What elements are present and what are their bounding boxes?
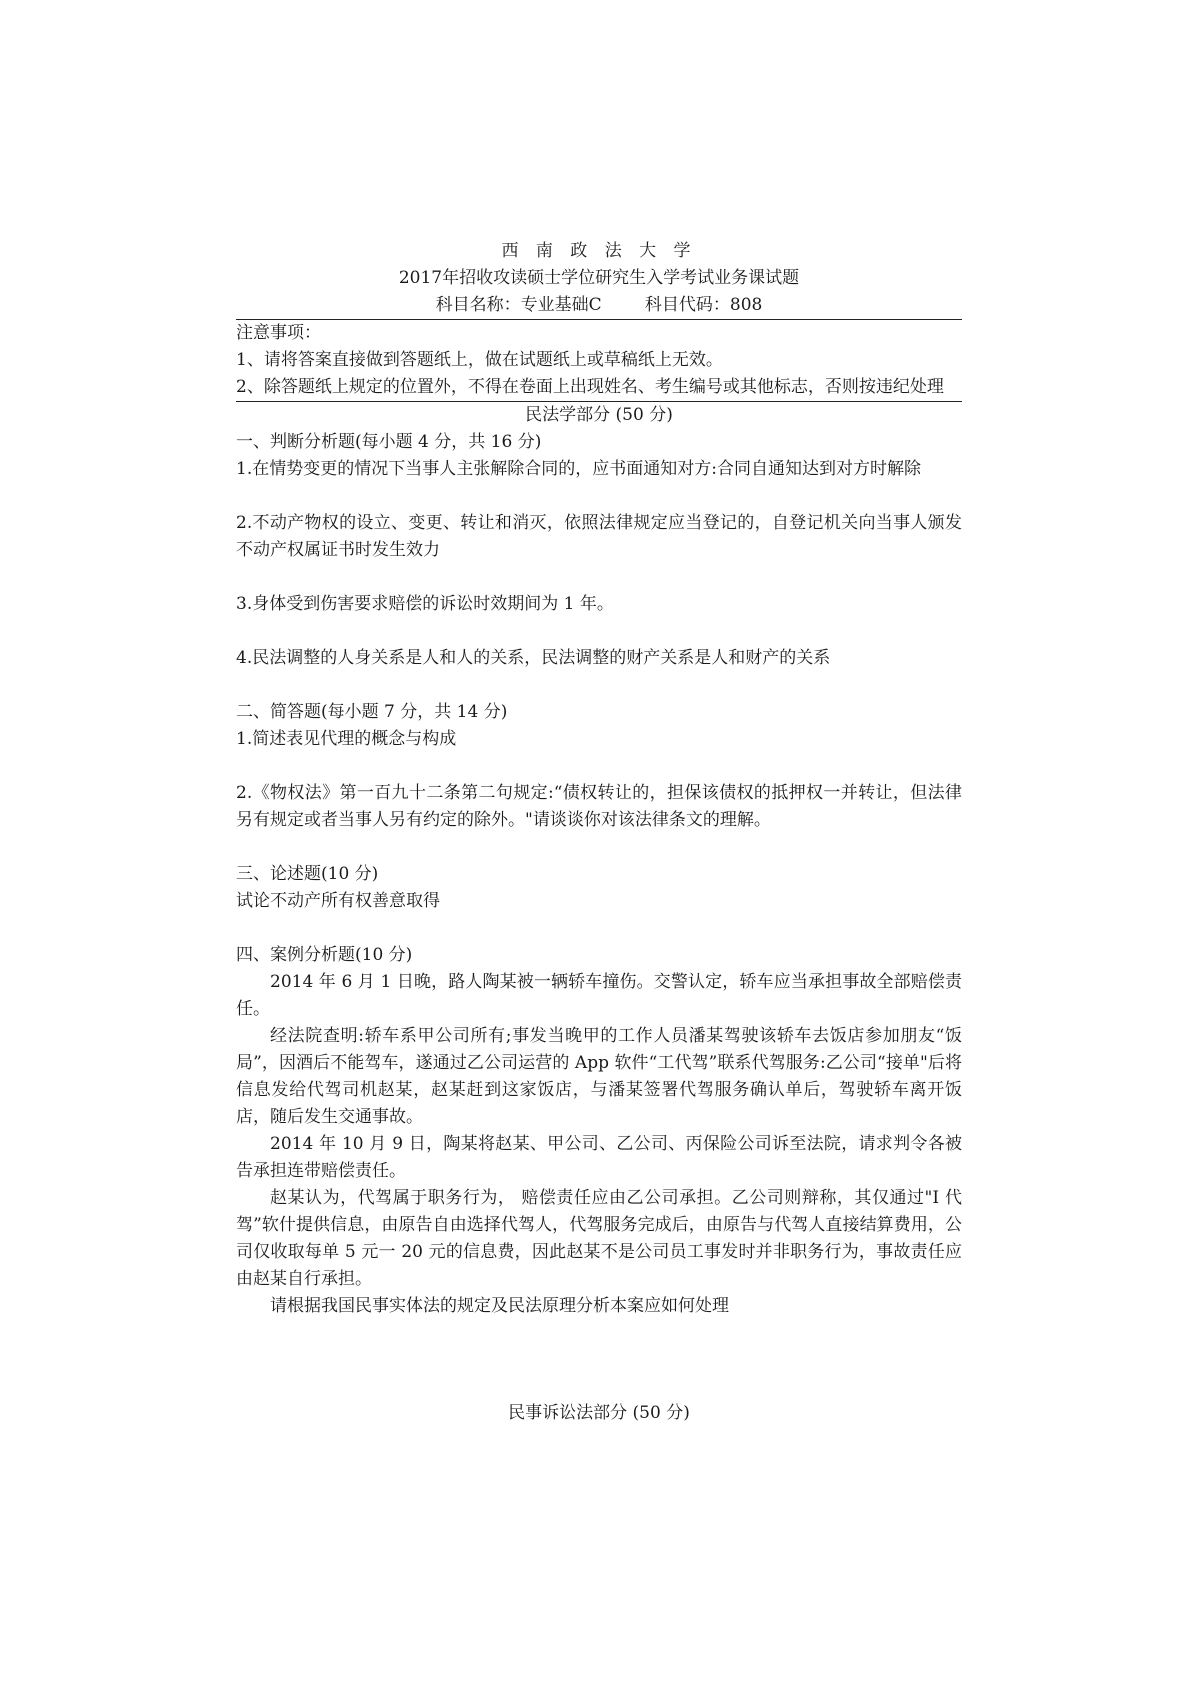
- case-paragraph-2: 经法院查明:轿车系甲公司所有;事发当晚甲的工作人员潘某驾驶该轿车去饭店参加朋友“饭局”，因酒后不能驾车，遂通过乙公司运营的 App 软件“工代驾”联系代驾服务:乙公司“接单"后将信息发给代驾司机赵某，赵某赶到这家饭店，与潘某签署代驾服务确认单后，驾驶轿车离开饭店，随后发生交通事故。: [236, 1026, 962, 1127]
- university-name: 西 南 政 法 大 学: [501, 241, 697, 261]
- part1-question-1: 1.在情势变更的情况下当事人主张解除合同的，应书面通知对方:合同自通知达到对方时解除: [236, 459, 921, 479]
- part3-heading: 三、论述题(10 分): [236, 864, 379, 884]
- part-essay: [236, 861, 962, 942]
- notice-block: [236, 320, 962, 401]
- part1-question-3: 3.身体受到伤害要求赔偿的诉讼时效期间为 1 年。: [236, 594, 614, 614]
- case-question: 请根据我国民事实体法的规定及民法原理分析本案应如何处理: [270, 1296, 729, 1316]
- part2-heading: 二、简答题(每小题 7 分，共 14 分): [236, 702, 508, 722]
- part4-heading: 四、案例分析题(10 分): [236, 945, 413, 965]
- civil-procedure-section-title: 民事诉讼法部分 (50 分): [508, 1403, 690, 1423]
- notice-heading: 注意事项：: [236, 323, 321, 343]
- part3-question-1: 试论不动产所有权善意取得: [236, 891, 440, 911]
- civil-law-section-title: 民法学部分 (50 分): [525, 405, 673, 425]
- notice-item-2: 2、除答题纸上规定的位置外，不得在卷面上出现姓名、考生编号或其他标志，否则按违纪处理: [236, 377, 944, 397]
- part-short-answer: [236, 699, 962, 861]
- part2-question-2: 2.《物权法》第一百九十二条第二句规定:“债权转让的，担保该债权的抵押权一并转让，但法律另有规定或者当事人另有约定的除外。"请谈谈你对该法律条文的理解。: [236, 783, 962, 830]
- subject-line: 科目名称：专业基础C 科目代码：808: [435, 295, 763, 315]
- case-paragraph-3: 2014 年 10 月 9 日，陶某将赵某、甲公司、乙公司、丙保险公司诉至法院，请求判令各被告承担连带赔偿责任。: [236, 1134, 962, 1181]
- exam-page: [236, 238, 962, 1320]
- part1-question-4: 4.民法调整的人身关系是人和人的关系，民法调整的财产关系是人和财产的关系: [236, 648, 831, 668]
- case-paragraph-1: 2014 年 6 月 1 日晚，路人陶某被一辆轿车撞伤。交警认定，轿车应当承担事故全部赔偿责任。: [236, 972, 962, 1019]
- civil-procedure-section: [236, 1400, 962, 1427]
- notice-item-1: 1、请将答案直接做到答题纸上，做在试题纸上或草稿纸上无效。: [236, 350, 723, 370]
- part1-question-2: 2.不动产物权的设立、变更、转让和消灭，依照法律规定应当登记的，自登记机关向当事人颁发不动产权属证书时发生效力: [236, 513, 962, 560]
- case-paragraph-4: 赵某认为，代驾属于职务行为， 赔偿责任应由乙公司承担。乙公司则辩称，其仅通过"I 代驾”软什提供信息，由原告自由选择代驾人，代驾服务完成后，由原告与代驾人直接结算费用，公司仅收取每单 5 元一 20 元的信息费，因此赵某不是公司员工事发时并非职务行为，事故责任应由赵某自行承担。: [236, 1188, 962, 1289]
- exam-title: 2017年招收攻读硕士学位研究生入学考试业务课试题: [398, 268, 800, 288]
- part-case-analysis: [236, 942, 962, 1320]
- part2-question-1: 1.简述表见代理的概念与构成: [236, 729, 457, 749]
- part1-heading: 一、判断分析题(每小题 4 分，共 16 分): [236, 432, 542, 452]
- part-judgment: [236, 429, 962, 699]
